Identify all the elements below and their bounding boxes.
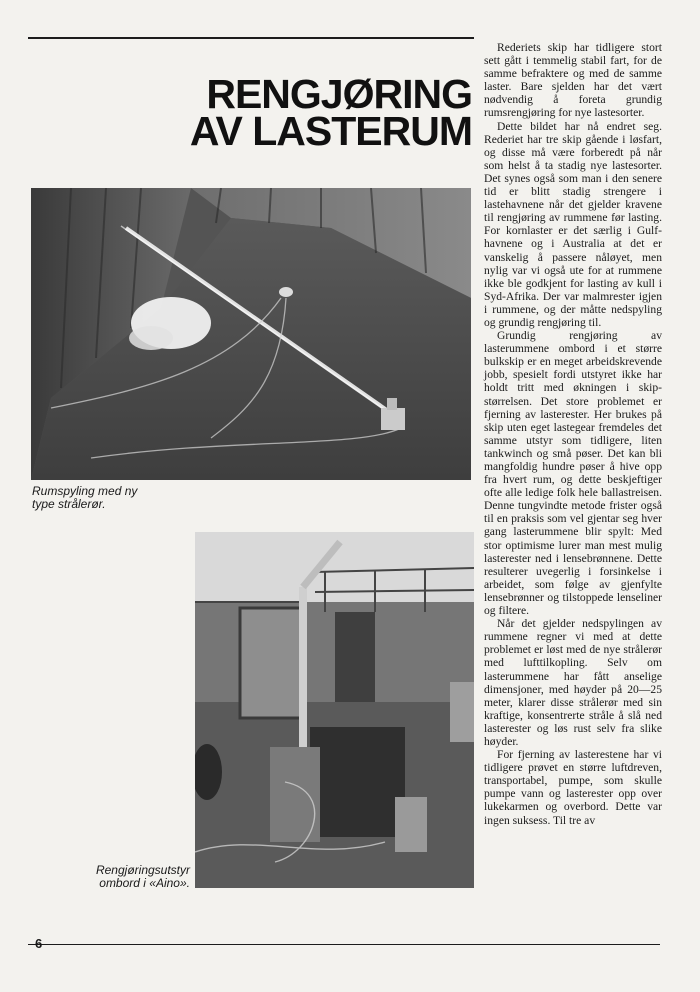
article-paragraph: For fjerning av lasterestene har vi tidligere prøvet en større luftdreven, transportabel, pumpe, som skulle pumpe vann og lasterester opp over lukekarmen og overbord. Dette var ingen suksess. Til tre av (484, 748, 662, 827)
bottom-rule (28, 944, 660, 945)
article-paragraph: Grundig rengjøring av lasterummene ombord i et større bulkskip er en meget arbeidskrevende jobb, spesielt fordi utstyret ikke har holdt tritt med økningen i skip-størrelsen. Det store problemet er fjerning av lasterester. Her brukes på skip uten eget lastegear fremdeles det samme utstyr som tidligere, liten tankwinch og små pøser. Det kan bli mangfoldig hundre pøser å hive opp fra hvert rum, og dette beskjeftiger ofte alle ledige folk hele ballastreisen. Denne tungvindte metode frister også til en praksis som vel gjentar seg hver gang lasterummene blir spylt: Med stor optimisme lurer man mest mulig lasterester ned i lensebrønnene. Dette resulterer uvegerlig i forsinkelse i arbeidet, som følge av gjenfylte lensebrønner og tilstoppede lenseliner og filtere. (484, 329, 662, 618)
headline-line-1: RENGJØRING (206, 71, 472, 117)
page-number: 6 (35, 936, 43, 951)
article-paragraph: Dette bildet har nå endret seg. Rederiet har tre skip gående i løsfart, og disse må være forberedt på når som helst å ta stadig nye lastesorter. Det synes også som man i den senere tid er blitt stadig strengere i lastehavnene når det gjelder kravene til rengjøring av rummene før lasting. For kornlaster er det særlig i Gulf-havnene og i Australia at det er vanskelig å passere nåløyet, men nylig var vi også ute for at rummene ikke ble godkjent for lasting av kull i Syd-Afrika. Der var malmrester igjen i rummene, og der måtte nedspyling og grundig rengjøring til. (484, 119, 662, 329)
article-paragraph: Rederiets skip har tidligere stort sett gått i temmelig stabil fart, for de samme befraktere og med de samme laster. Bare sjelden har det vært nødvendig å foreta grundig rumsrengjøring for nye lastesorter. (484, 41, 662, 120)
article-column (484, 41, 662, 827)
caption-photo-2-line-2: ombord i «Aino». (99, 876, 190, 890)
top-rule (28, 37, 474, 39)
article-paragraph: Når det gjelder nedspylingen av rummene regner vi med at dette problemet er løst med de nye strålerør med lufttilkopling. Selv om lasterummene har fått anselige dimensjoner, med høyder på 20—25 meter, klarer disse strålerør med sin kraftige, konsentrerte stråle å slå ned lasterester og løs rust selv fra slike høyder. (484, 617, 662, 748)
caption-photo-1-line-1: Rumspyling med ny (32, 484, 138, 498)
headline-line-2: AV LASTERUM (189, 108, 472, 154)
caption-photo-2-line-1: Rengjøringsutstyr (95, 863, 190, 877)
headline (148, 71, 472, 154)
cargo-hold-spraying-photo (31, 188, 471, 480)
caption-photo-1-line-2: type strålerør. (32, 497, 106, 511)
caption-photo-2 (40, 864, 190, 890)
caption-photo-1 (32, 485, 182, 511)
deck-cleaning-equipment-photo (195, 532, 474, 888)
